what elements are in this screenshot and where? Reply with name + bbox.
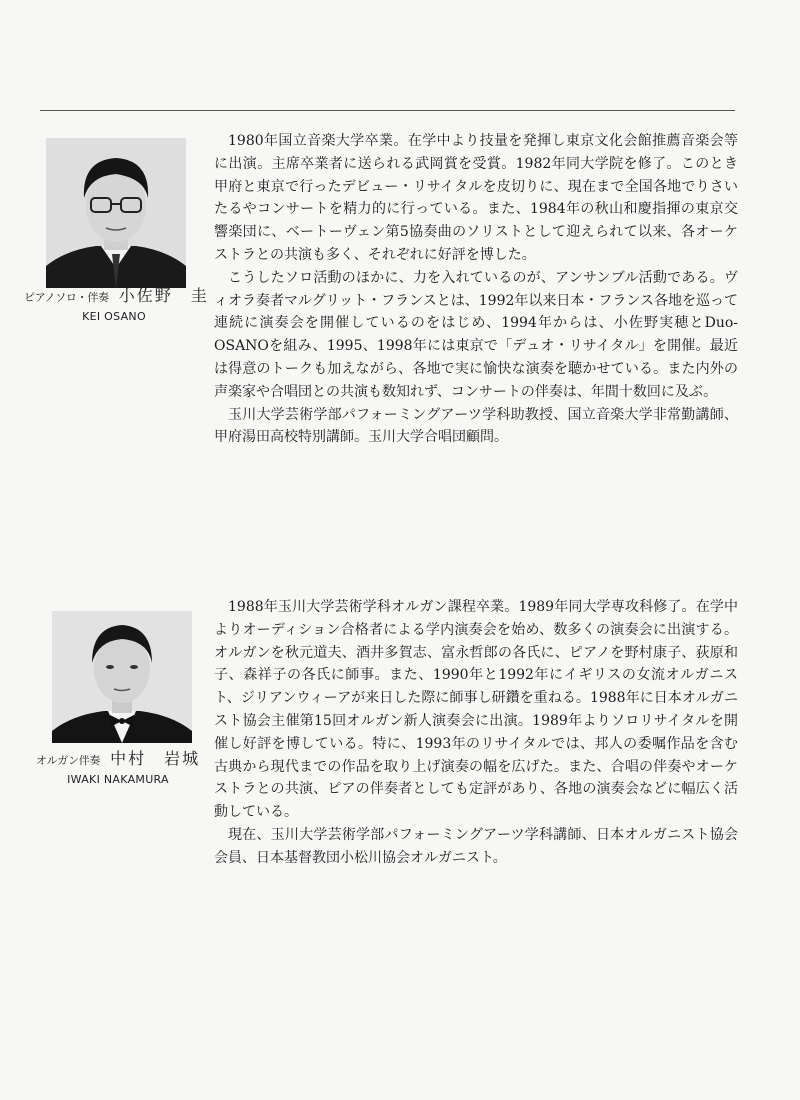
bio-paragraph: 現在、玉川大学芸術学部パフォーミングアーツ学科講師、日本オルガニスト協会会員、日本基督教団小松川協会オルガニスト。 [214, 826, 738, 866]
bio-paragraph: 玉川大学芸術学部パフォーミングアーツ学科助教授、国立音楽大学非常勤講師、甲府湯田高校特別講師。玉川大学合唱団顧問。 [214, 406, 738, 446]
bio-paragraph: こうしたソロ活動のほかに、力を入れているのが、アンサンブル活動である。ヴィオラ奏者マルグリット・フランスとは、1992年以来日本・フランス各地を巡って連続に演奏会を開催しているのをはじめ、1994年からは、小佐野実穂とDuo-OSANOを組み、1995、1998年には東京で「デュオ・リサイタル」を開催。最近は得意のトークも加えながら、各地で実に愉快な演奏を聴かせている。また内外の声楽家や合唱団との共演も数知れず、コンサートの伴奏は、年間十数回に及ぶ。 [214, 269, 738, 400]
bio-paragraph: 1980年国立音楽大学卒業。在学中より技量を発揮し東京文化会館推薦音楽会等に出演。主席卒業者に送られる武岡賞を受賞。1982年同大学院を修了。このとき甲府と東京で行ったデビュー・リサイタルを皮切りに、現在まで全国各地でりさいたるやコンサートを精力的に行っている。また、1984年の秋山和慶指揮の東京交響楽団に、ベートーヴェン第5協奏曲のソリストとして迎えられて以来、各オーケストラとの共演も多く、それぞれに好評を博した。 [214, 133, 738, 263]
biography [214, 130, 738, 449]
performer-role: ピアノソロ・伴奏 [24, 291, 109, 304]
performer-name-jp: 中村 岩城 [110, 749, 201, 768]
portrait-photo [46, 138, 186, 288]
performer-name-jp: 小佐野 圭 [118, 286, 209, 305]
biography [214, 596, 738, 870]
bio-paragraph: 1988年玉川大学芸術学科オルガン課程卒業。1989年同大学専攻科修了。在学中よりオーディション合格者による学内演奏会を始め、数多くの演奏会に出演する。オルガンを秋元道夫、酒井多賀志、富永哲郎の各氏に、ピアノを野村康子、荻原和子、森祥子の各氏に師事。また、1990年と1992年にイギリスの女流オルガニスト、ジリアンウィーアが来日した際に師事し研鑽を重ねる。1988年に日本オルガニスト協会主催第15回オルガン新人演奏会に出演。1989年よりソロリサイタルを開催し好評を博している。特に、1993年のリサイタルでは、邦人の委嘱作品を含む古典から現代までの作品を取り上げ演奏の幅を広げた。また、合唱の伴奏やオーケストラとの共演、ピアの伴奏者としても定評があり、各地の演奏会などに幅広く活動している。 [214, 599, 738, 821]
performer-role: オルガン伴奏 [35, 754, 101, 767]
performer-caption [28, 749, 208, 789]
performer-name-en: IWAKI NAKAMURA [67, 773, 169, 786]
portrait-photo [52, 611, 192, 743]
performer-name-en: KEI OSANO [82, 310, 146, 323]
top-divider [40, 110, 735, 111]
performer-caption [24, 286, 209, 326]
